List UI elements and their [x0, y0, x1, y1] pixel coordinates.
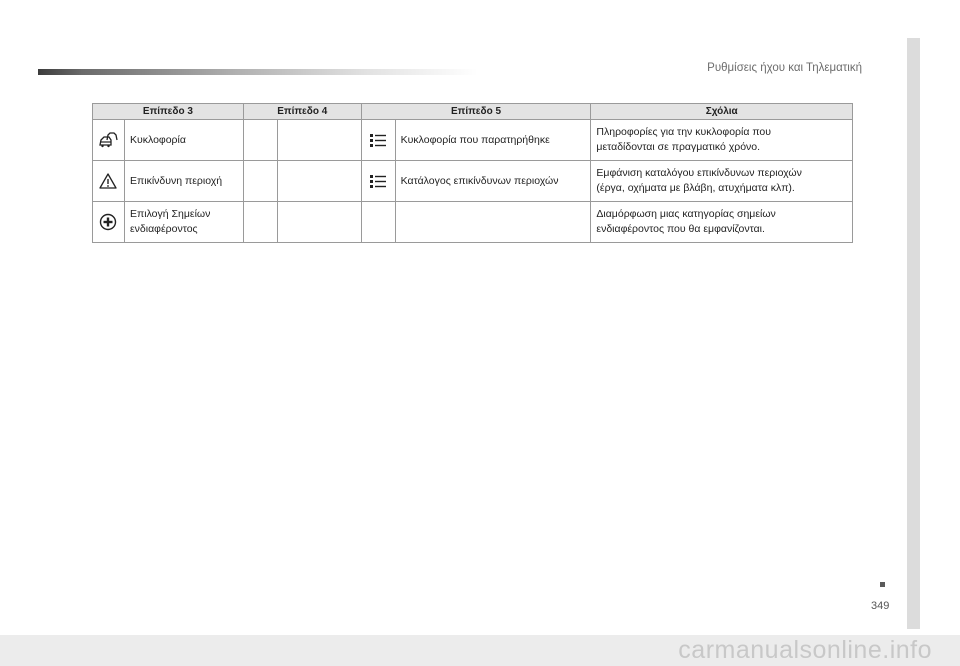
comment-cell — [591, 202, 853, 243]
column-header-comments: Σχόλια — [591, 104, 853, 120]
level5-label — [395, 202, 591, 243]
column-header-level3: Επίπεδο 3 — [93, 104, 244, 120]
comment-line: (έργα, οχήματα με βλάβη, ατυχήματα κλπ). — [596, 182, 795, 194]
level3-icon-cell — [93, 161, 125, 202]
level5-icon-cell — [361, 120, 395, 161]
level4-label — [277, 161, 361, 202]
column-header-level4: Επίπεδο 4 — [243, 104, 361, 120]
level4-label — [277, 120, 361, 161]
comment-line: Πληροφορίες για την κυκλοφορία που — [596, 126, 772, 138]
watermark: carmanualsonline.info — [678, 636, 932, 664]
level5-label: Κατάλογος επικίνδυνων περιοχών — [395, 161, 591, 202]
settings-table — [92, 103, 853, 243]
level3-icon-cell — [93, 120, 125, 161]
side-tab-bar — [907, 38, 920, 629]
comment-cell — [591, 161, 853, 202]
level5-icon-cell — [361, 161, 395, 202]
list-icon — [369, 174, 387, 189]
comment-cell — [591, 120, 853, 161]
level5-label: Κυκλοφορία που παρατηρήθηκε — [395, 120, 591, 161]
table-row — [93, 161, 853, 202]
level4-icon-cell — [243, 120, 277, 161]
level3-label: Επικίνδυνη περιοχή — [124, 161, 243, 202]
page-marker — [880, 582, 885, 587]
level4-label — [277, 202, 361, 243]
level4-icon-cell — [243, 202, 277, 243]
level3-label-line: ενδιαφέροντος — [129, 223, 198, 235]
traffic-car-icon — [98, 132, 118, 148]
column-header-level5: Επίπεδο 5 — [361, 104, 591, 120]
comment-line: Εμφάνιση καταλόγου επικίνδυνων περιοχών — [596, 167, 802, 179]
header-gradient-bar — [38, 69, 478, 75]
table-row — [93, 202, 853, 243]
warning-triangle-icon — [99, 173, 117, 189]
level3-icon-cell — [93, 202, 125, 243]
comment-line: Διαμόρφωση μιας κατηγορίας σημείων — [596, 208, 776, 220]
list-icon — [369, 133, 387, 148]
level5-icon-cell — [361, 202, 395, 243]
level4-icon-cell — [243, 161, 277, 202]
table-header-row — [93, 104, 853, 120]
comment-line: ενδιαφέροντος που θα εμφανίζονται. — [596, 223, 765, 235]
poi-plus-icon — [99, 213, 117, 231]
table-row — [93, 120, 853, 161]
comment-line: μεταδίδονται σε πραγματικό χρόνο. — [596, 141, 761, 153]
page-number: 349 — [871, 600, 890, 612]
section-title: Ρυθμίσεις ήχου και Τηλεματική — [707, 62, 862, 74]
level3-label: Κυκλοφορία — [124, 120, 243, 161]
level3-label-line: Επιλογή Σημείων — [129, 208, 211, 220]
level3-label — [124, 202, 243, 243]
